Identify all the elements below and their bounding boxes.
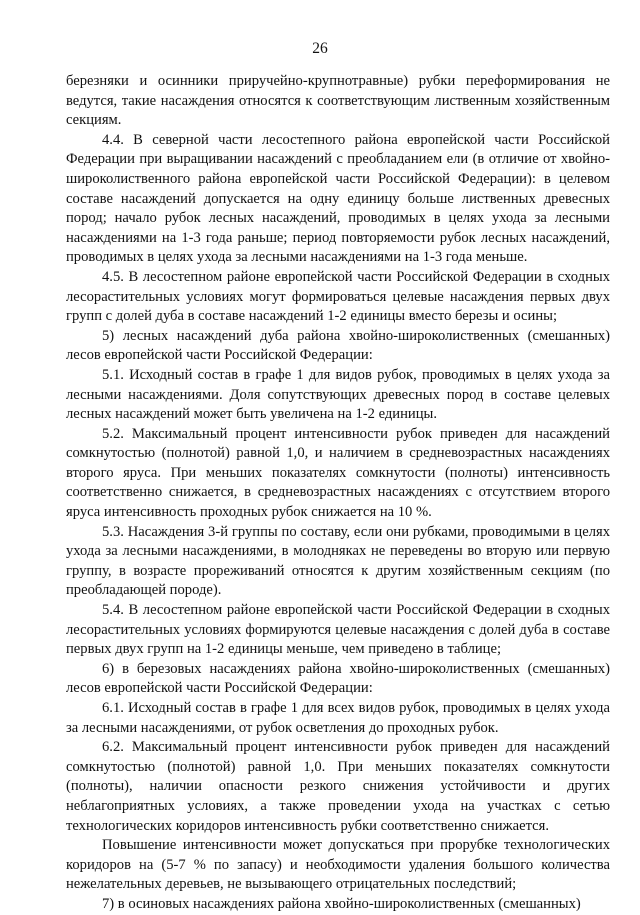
page-number: 26	[312, 40, 328, 57]
paragraph-4-4: 4.4. В северной части лесостепного района европейской части Российской Федерации при выращивании насаждений с преобладанием ели (в отличие от хвойно-широколиственного района европейской части Российской Федерации): в целевом составе насаждений допускается на одну единицу больше лиственных древесных пород; начало рубок лесных насаждений, проводимых в целях ухода за лесными насаждениями на 1-3 года раньше; период повторяемости рубок лесных насаждений, проводимых в целях ухода за лесными насаждениями на 1-3 года меньше.	[66, 131, 610, 266]
paragraph-intensity-increase: Повышение интенсивности может допускаться при прорубке технологических коридоров на (5-7 % по запасу) и необходимости удаления большого количества нежелательных деревьев, не вызывающего отрицательных последствий;	[66, 837, 610, 893]
paragraph-item-7: 7) в осиновых насаждениях района хвойно-широколиственных (смешанных)	[102, 895, 581, 912]
paragraph-item-6: 6) в березовых насаждениях района хвойно-широколиственных (смешанных) лесов европейской части Российской Федерации:	[66, 660, 610, 697]
document-body	[66, 72, 610, 915]
paragraph-item-5: 5) лесных насаждений дуба района хвойно-широколиственных (смешанных) лесов европейской части Российской Федерации:	[66, 327, 610, 364]
paragraph-6-1: 6.1. Исходный состав в графе 1 для всех видов рубок, проводимых в целях ухода за лесными насаждениями, от рубок осветления до проходных рубок.	[66, 700, 610, 736]
paragraph-continuation: березняки и осинники приручейно-крупнотравные) рубки переформирования не ведутся, такие насаждения относятся к соответствующим лиственным хозяйственным секциям.	[66, 73, 610, 129]
paragraph-5-2: 5.2. Максимальный процент интенсивности рубок приведен для насаждений сомкнутостью (полнотой) равной 1,0, и наличием в средневозрастных насаждениях второго яруса. При меньших показателях сомкнутости (полноты) интенсивность соответственно снижается, в средневозрастных насаждениях с отсутствием второго яруса интенсивность проходных рубок снижается на 10 %.	[66, 425, 610, 521]
paragraph-5-3: 5.3. Насаждения 3-й группы по составу, если они рубками, проводимыми в целях ухода за лесными насаждениями, в молодняках не переведены во вторую или первую группу, в возрасте прореживаний относятся к другим хозяйственным секциям (по преобладающей породе).	[66, 523, 610, 599]
paragraph-6-2: 6.2. Максимальный процент интенсивности рубок приведен для насаждений сомкнутостью (полнотой) равной 1,0. При меньших показателях сомкнутости (полноты), наличии опасности резкого снижения устойчивости и других неблагоприятных условиях, а также проведении ухода на участках с сетью технологических коридоров интенсивность рубки соответственно снижается.	[66, 739, 610, 834]
paragraph-5-4: 5.4. В лесостепном районе европейской части Российской Федерации в сходных лесорастительных условиях формируются целевые насаждения с долей дуба в составе первых двух групп на 1-2 единицы меньше, чем приведено в таблице;	[66, 602, 610, 658]
paragraph-5-1: 5.1. Исходный состав в графе 1 для видов рубок, проводимых в целях ухода за лесными насаждениями. Доля сопутствующих древесных пород в составе целевых лесных насаждений может быть увеличена на 1-2 единицы.	[66, 366, 610, 423]
paragraph-4-5: 4.5. В лесостепном районе европейской части Российской Федерации в сходных лесорастительных условиях могут формироваться целевые насаждения первых двух групп с долей дуба в составе насаждений 1-2 единицы вместо березы и осины;	[66, 268, 610, 325]
